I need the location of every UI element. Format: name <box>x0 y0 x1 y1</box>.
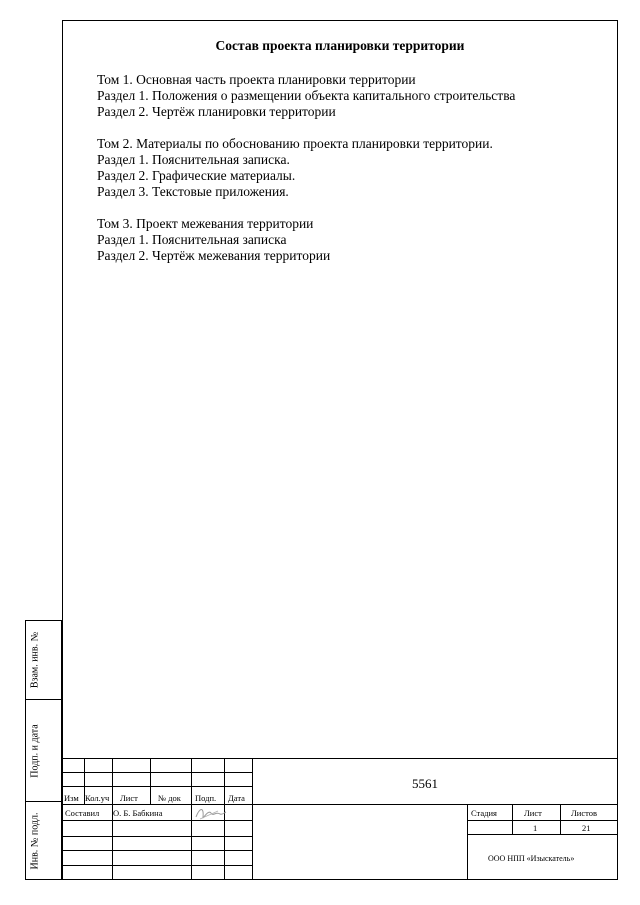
sidebar-cell-podp <box>25 699 62 802</box>
contents-line: Раздел 2. Чертёж планировки территории <box>97 104 336 119</box>
contents-line: Том 1. Основная часть проекта планировки территории <box>97 72 416 87</box>
sostavil-label: Составил <box>65 808 100 818</box>
listov-label: Листов <box>571 808 597 818</box>
signature <box>194 805 228 823</box>
header-n-dok: № док <box>158 793 181 803</box>
sidebar-label-inv-podl: Инв. № подл. <box>29 812 41 869</box>
listov-value: 21 <box>582 823 591 833</box>
contents-line: Раздел 2. Чертёж межевания территории <box>97 248 331 263</box>
header-list: Лист <box>120 793 138 803</box>
sidebar-cell-inv <box>25 801 62 880</box>
volume-2 <box>97 136 607 200</box>
header-kol-uch: Кол.уч <box>85 793 110 803</box>
header-data: Дата <box>228 793 245 803</box>
sidebar-label-vzam-inv: Взам. инв. № <box>29 631 41 689</box>
contents-list <box>97 72 607 280</box>
title-block <box>62 758 618 880</box>
organization-name: ООО НПП «Изыскатель» <box>488 854 575 863</box>
contents-line: Том 2. Материалы по обоснованию проекта планировки территории. <box>97 136 493 151</box>
contents-line: Раздел 1. Пояснительная записка <box>97 232 287 247</box>
list-label: Лист <box>524 808 542 818</box>
sostavil-name: О. Б. Бабкина <box>113 808 163 818</box>
sidebar-label-podp-data: Подп. и дата <box>29 723 41 778</box>
header-podp: Подп. <box>195 793 217 803</box>
document-number: 5561 <box>412 776 438 791</box>
list-value: 1 <box>533 823 538 833</box>
contents-line: Раздел 1. Пояснительная записка. <box>97 152 290 167</box>
volume-1 <box>97 72 607 120</box>
margin-sidebar <box>25 620 62 880</box>
volume-3 <box>97 216 607 264</box>
sidebar-cell-vzam <box>25 620 62 700</box>
contents-line: Раздел 1. Положения о размещении объекта капитального строительства <box>97 88 516 103</box>
header-izm: Изм <box>64 793 79 803</box>
document-title: Состав проекта планировки территории <box>215 38 465 53</box>
contents-line: Том 3. Проект межевания территории <box>97 216 314 231</box>
stadiya-label: Стадия <box>471 808 497 818</box>
contents-line: Раздел 3. Текстовые приложения. <box>97 184 289 199</box>
contents-line: Раздел 2. Графические материалы. <box>97 168 296 183</box>
